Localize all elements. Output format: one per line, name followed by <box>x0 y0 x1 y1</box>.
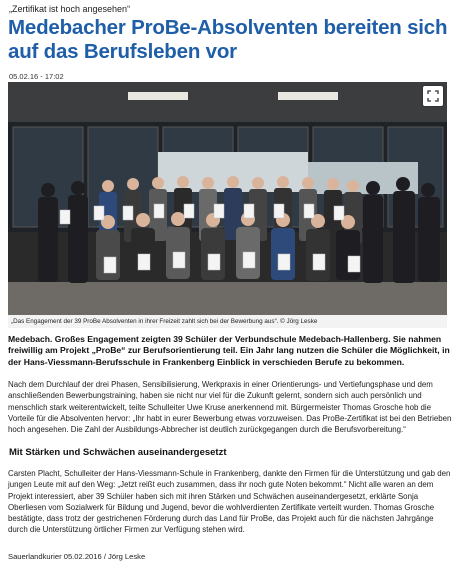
article-photo[interactable] <box>8 82 447 328</box>
expand-photo-button[interactable] <box>423 86 443 106</box>
photo-caption: „Das Engagement der 39 ProBe Absolventen in ihrer Freizeit zahlt sich bei der Bewerbung aus“. © Jörg Leske <box>8 315 447 328</box>
expand-icon <box>427 90 439 102</box>
article-lead: Medebach. Großes Engagement zeigten 39 Schüler der Verbundschule Medebach-Hallenberg. Sie nahmen freiwillig am Projekt „ProBe“ zur Berufsorientierung teil. Ein Jahr lang nutzen die Schüler die Möglichkeit, in der Hans-Viessmann-Berufsschule in Frankenberg Einblick in verschieden Berufe zu bekommen. <box>8 334 450 367</box>
article-paragraph: Nach dem Durchlauf der drei Phasen, Sensibilisierung, Werkpraxis in einer Orientierungs- und Vertiefungsphase und dem anschließenden Bewerbungstraining, haben sie nicht nur viel für die Zukunft gelernt, sondern sich auch persönlich und menschlich stark weiterentwickelt, teilte Schulleiter Uwe Kruse anerkennend mit. Bürgermeister Thomas Grosche hob die Vorteile für die Absolventen hervor: „Ihr habt in eurer Bewerbung etwas vorzuweisen. Das ProBe-Zertifikat ist bei den Betrieben hoch angesehen. Die Zahl der Ausbildungs-Abbrecher ist deutlich zurückgegangen durch die Berufsvorbereitung.“ <box>8 380 452 435</box>
article-subheading: Mit Stärken und Schwächen auseinandergesetzt <box>9 447 227 458</box>
article-kicker: „Zertifikat ist hoch angesehen“ <box>9 4 131 14</box>
article-headline: Medebacher ProBe-Absolventen bereiten sich auf das Berufsleben vor <box>8 16 448 63</box>
article-dateline: 05.02.16 - 17:02 <box>9 72 64 81</box>
article-source: Sauerlandkurier 05.02.2016 / Jörg Leske <box>8 552 146 561</box>
group-photo-illustration <box>8 82 447 328</box>
article-paragraph: Carsten Placht, Schulleiter der Hans-Viessmann-Schule in Frankenberg, dankte den Firmen für die Unterstützung und gab den jungen Leute mit auf den Weg: „Jetzt reißt euch zusammen, dass ihr noch gute Noten bekommt.“ Nicht alle waren an dem Projekt interessiert, aber 39 Schüler haben sich mit ihren Stärken und Schwächen auseinandergesetzt, erklärte Sonja Oberliesen vom Sozialwerk für Bildung und Jugend, bevor die wohlverdienten Zertifikate verteilt wurden. Thomas Grosche bestätigte, dass trotz der gestrichenen Förderung durch das Land für ProBe, das Projekt auch für die nächsten Jahrgänge durch die Unterstützung örtlicher Firmen zur Verfügung stehen wird. <box>8 469 451 535</box>
